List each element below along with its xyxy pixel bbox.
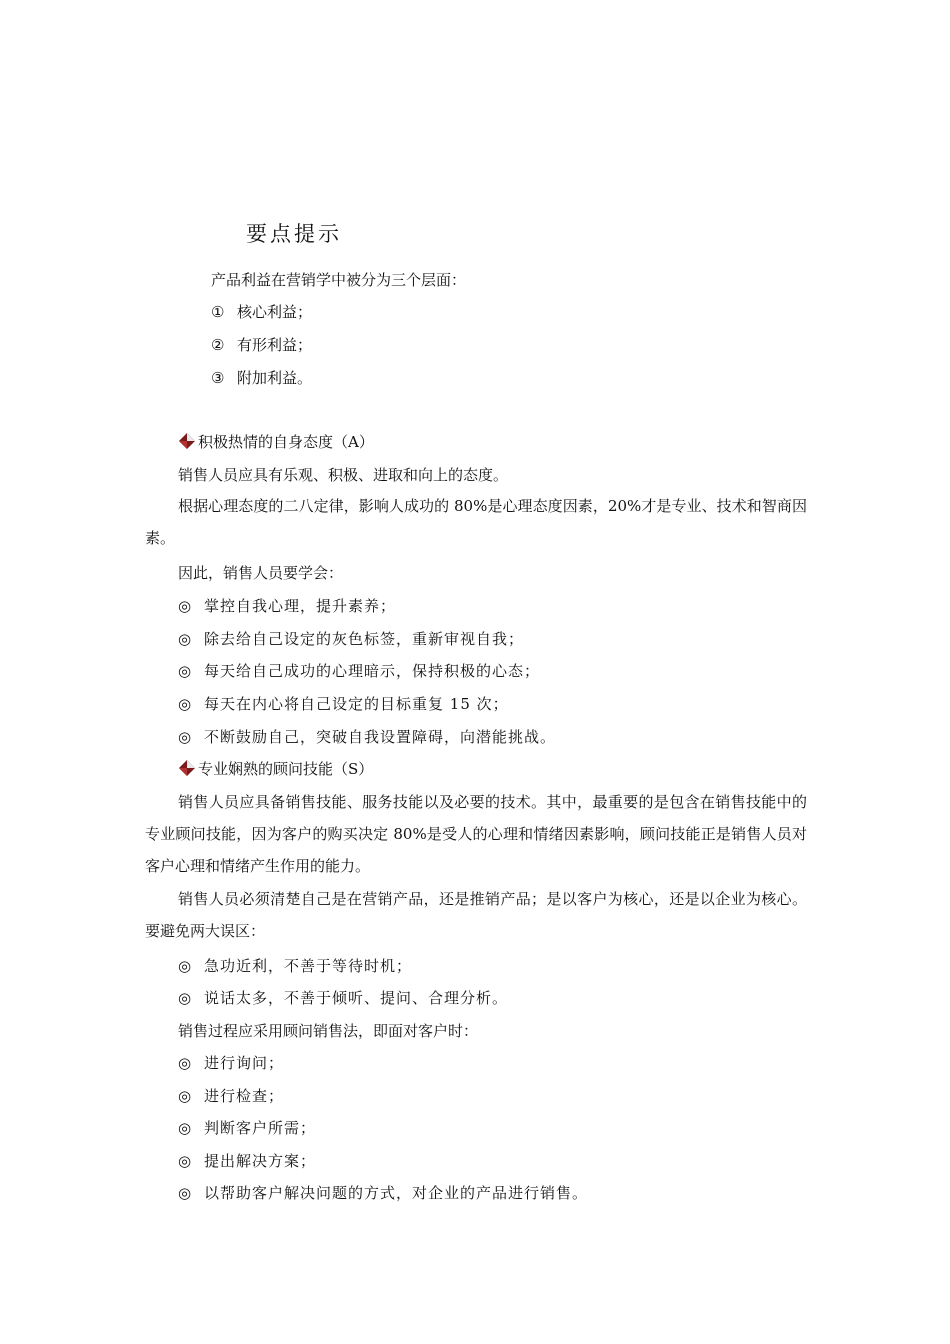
list-item [178,661,540,681]
list-item [178,1118,316,1138]
diamond-bullet-icon [178,759,196,777]
list-item-text: 掌控自我心理，提升素养； [204,597,397,615]
bullet-mark: ◎ [178,630,193,648]
page-title: 要点提示 [246,222,342,246]
level-mark: ① [211,303,225,321]
section-a-p1: 销售人员应具有乐观、积极、进取和向上的态度。 [178,466,509,484]
list-item-text: 进行询问； [204,1054,285,1072]
level-item-3 [211,368,312,388]
section-a-heading [178,432,374,452]
list-item-text: 急功近利，不善于等待时机； [204,957,413,975]
level-mark: ③ [211,369,225,387]
list-item-text: 每天在内心将自己设定的目标重复 15 次； [204,695,509,713]
section-a-p2: 根据心理态度的二八定律，影响人成功的 80%是心理态度因素，20%才是专业、技术和智商因素。 [145,497,807,547]
list-item-text: 说话太多，不善于倾听、提问、合理分析。 [204,989,509,1007]
bullet-mark: ◎ [178,989,193,1007]
level-text: 附加利益。 [237,369,313,387]
list-item-text: 进行检查； [204,1087,285,1105]
bullet-mark: ◎ [178,1119,193,1137]
section-s-heading-text: 专业娴熟的顾问技能（S） [198,760,374,778]
list-item-text: 除去给自己设定的灰色标签，重新审视自我； [204,630,525,648]
intro-text: 产品利益在营销学中被分为三个层面： [211,271,467,289]
list-item [178,629,524,649]
level-text: 有形利益； [237,336,313,354]
list-item [178,988,508,1008]
section-s-p3: 销售过程应采用顾问销售法，即面对客户时： [178,1022,479,1040]
level-item-1 [211,302,312,322]
list-item [178,694,509,714]
bullet-mark: ◎ [178,957,193,975]
list-item [178,1053,284,1073]
list-item-text: 以帮助客户解决问题的方式，对企业的产品进行销售。 [204,1184,589,1202]
section-a-heading-text: 积极热情的自身态度（A） [198,433,374,451]
section-a-p3: 因此，销售人员要学会： [178,564,344,582]
list-item [178,1183,588,1203]
bullet-mark: ◎ [178,728,193,746]
bullet-mark: ◎ [178,597,193,615]
bullet-mark: ◎ [178,695,193,713]
level-text: 核心利益； [237,303,313,321]
section-s-p1: 销售人员应具备销售技能、服务技能以及必要的技术。其中，最重要的是包含在销售技能中的专业顾问技能，因为客户的购买决定 80%是受人的心理和情绪因素影响，顾问技能正是销售人员对客户心理和情绪产生作用的能力。 [145,793,807,875]
diamond-bullet-icon [178,432,196,450]
list-item-text: 不断鼓励自己，突破自我设置障碍，向潜能挑战。 [204,728,557,746]
level-item-2 [211,335,312,355]
section-s-heading [178,759,373,779]
list-item [178,956,412,976]
list-item-text: 每天给自己成功的心理暗示，保持积极的心态； [204,662,541,680]
section-s-p2: 销售人员必须清楚自己是在营销产品，还是推销产品；是以客户为核心，还是以企业为核心。要避免两大误区： [145,890,807,940]
bullet-mark: ◎ [178,1054,193,1072]
bullet-mark: ◎ [178,662,193,680]
bullet-mark: ◎ [178,1184,193,1202]
list-item-text: 提出解决方案； [204,1152,317,1170]
list-item [178,1086,284,1106]
list-item [178,727,556,747]
bullet-mark: ◎ [178,1152,193,1170]
list-item [178,1151,316,1171]
level-mark: ② [211,336,225,354]
list-item [178,596,396,616]
bullet-mark: ◎ [178,1087,193,1105]
list-item-text: 判断客户所需； [204,1119,317,1137]
